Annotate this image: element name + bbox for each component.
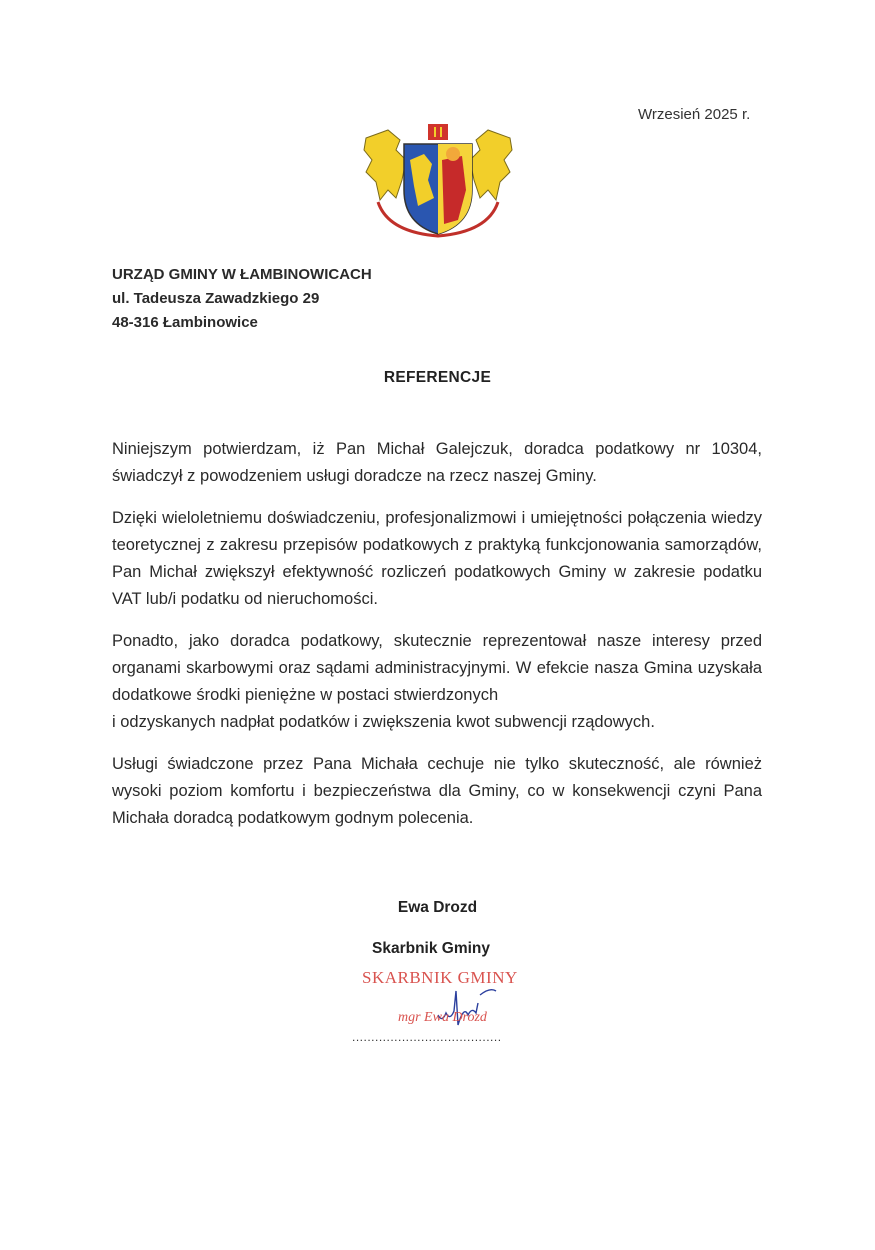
paragraph-4: Usługi świadczone przez Pana Michała cechuje nie tylko skuteczność, ale również wysoki poziom komfortu i bezpieczeństwa dla Gminy, co w konsekwencji czyni Pana Michała doradcą podatkowym godnym polecenia. xyxy=(112,755,762,827)
coat-of-arms-icon xyxy=(358,120,518,240)
paragraph-3 xyxy=(112,628,762,736)
stamp-title: SKARBNIK GMINY xyxy=(362,968,518,987)
sender-street: ul. Tadeusza Zawadzkiego 29 xyxy=(112,290,320,307)
signatory-name: Ewa Drozd xyxy=(397,899,478,916)
paragraph-3-part-1: Ponadto, jako doradca podatkowy, skutecznie reprezentował nasze interesy przed organami skarbowymi oraz sądami administracyjnymi. W efekcie nasza Gmina uzyskała dodatkowe środki pieniężne w postaci stwierdzonych xyxy=(112,632,762,704)
letter-body xyxy=(112,436,762,847)
signature-line: ....................................... xyxy=(352,1030,502,1044)
paragraph-3-part-2: i odzyskanych nadpłat podatków i zwiększenia kwot subwencji rządowych. xyxy=(112,713,655,731)
document-date: Wrzesień 2025 r. xyxy=(638,106,751,123)
stamp-name: mgr Ewa Drozd xyxy=(398,1010,487,1025)
paragraph-2: Dzięki wieloletniemu doświadczeniu, profesjonalizmowi i umiejętności połączenia wiedzy teoretycznej z zakresu przepisów podatkowych z praktyką funkcjonowania samorządów, Pan Michał zwiększył efektywność rozliczeń podatkowych Gminy w zakresie podatku VAT lub/i podatku od nieruchomości. xyxy=(112,509,762,608)
sender-address xyxy=(112,263,372,335)
sender-postal-city: 48-316 Łambinowice xyxy=(112,314,258,331)
paragraph-1: Niniejszym potwierdzam, iż Pan Michał Galejczuk, doradca podatkowy nr 10304, świadczył z powodzeniem usługi doradcze na rzecz naszej Gminy. xyxy=(112,440,762,485)
signatory-role: Skarbnik Gminy xyxy=(372,940,491,957)
document-title: REFERENCJE xyxy=(383,369,492,386)
sender-institution: URZĄD GMINY W ŁAMBINOWICACH xyxy=(112,266,372,283)
